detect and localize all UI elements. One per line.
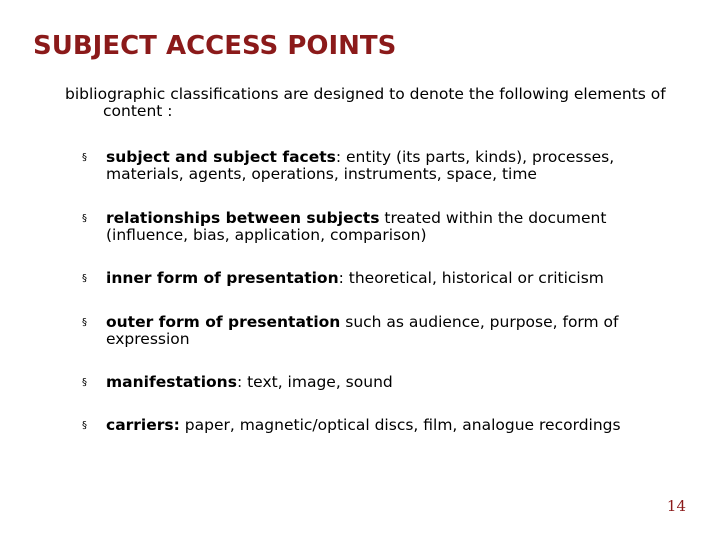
bullet-item-outer-form <box>82 314 682 348</box>
intro-text: bibliographic classifications are designed to denote the following elements of content : <box>65 85 666 120</box>
square-bullet-icon: § <box>82 317 87 328</box>
page-number: 14 <box>666 497 686 515</box>
square-bullet-icon: § <box>82 152 87 163</box>
bullet-term: inner form of presentation <box>106 269 339 287</box>
bullet-text: : theoretical, historical or criticism <box>338 269 604 287</box>
square-bullet-icon: § <box>82 213 87 224</box>
bullet-item-subject-facets <box>82 149 682 183</box>
bullet-text: : text, image, sound <box>236 373 393 391</box>
bullet-text: : entity (its parts, kinds), processes, materials, agents, operations, instruments, space, time <box>106 148 615 183</box>
bullet-item-inner-form <box>82 270 682 287</box>
slide-title: SUBJECT ACCESS POINTS <box>33 31 397 61</box>
bullet-item-carriers <box>82 417 682 434</box>
square-bullet-icon: § <box>82 273 87 284</box>
bullet-text: such as audience, purpose, form of expression <box>106 313 619 348</box>
bullet-text: paper, magnetic/optical discs, film, analogue recordings <box>179 416 621 434</box>
bullet-item-manifestations <box>82 374 682 391</box>
bullet-term: carriers: <box>106 416 180 434</box>
square-bullet-icon: § <box>82 420 87 431</box>
bullet-term: relationships between subjects <box>106 209 380 227</box>
square-bullet-icon: § <box>82 377 87 388</box>
bullet-term: outer form of presentation <box>106 313 341 331</box>
bullet-list <box>82 149 682 434</box>
bullet-text: treated within the document (influence, bias, application, comparison) <box>106 209 607 244</box>
bullet-term: subject and subject facets <box>106 148 336 166</box>
bullet-term: manifestations <box>106 373 237 391</box>
bullet-item-relationships <box>82 210 682 244</box>
